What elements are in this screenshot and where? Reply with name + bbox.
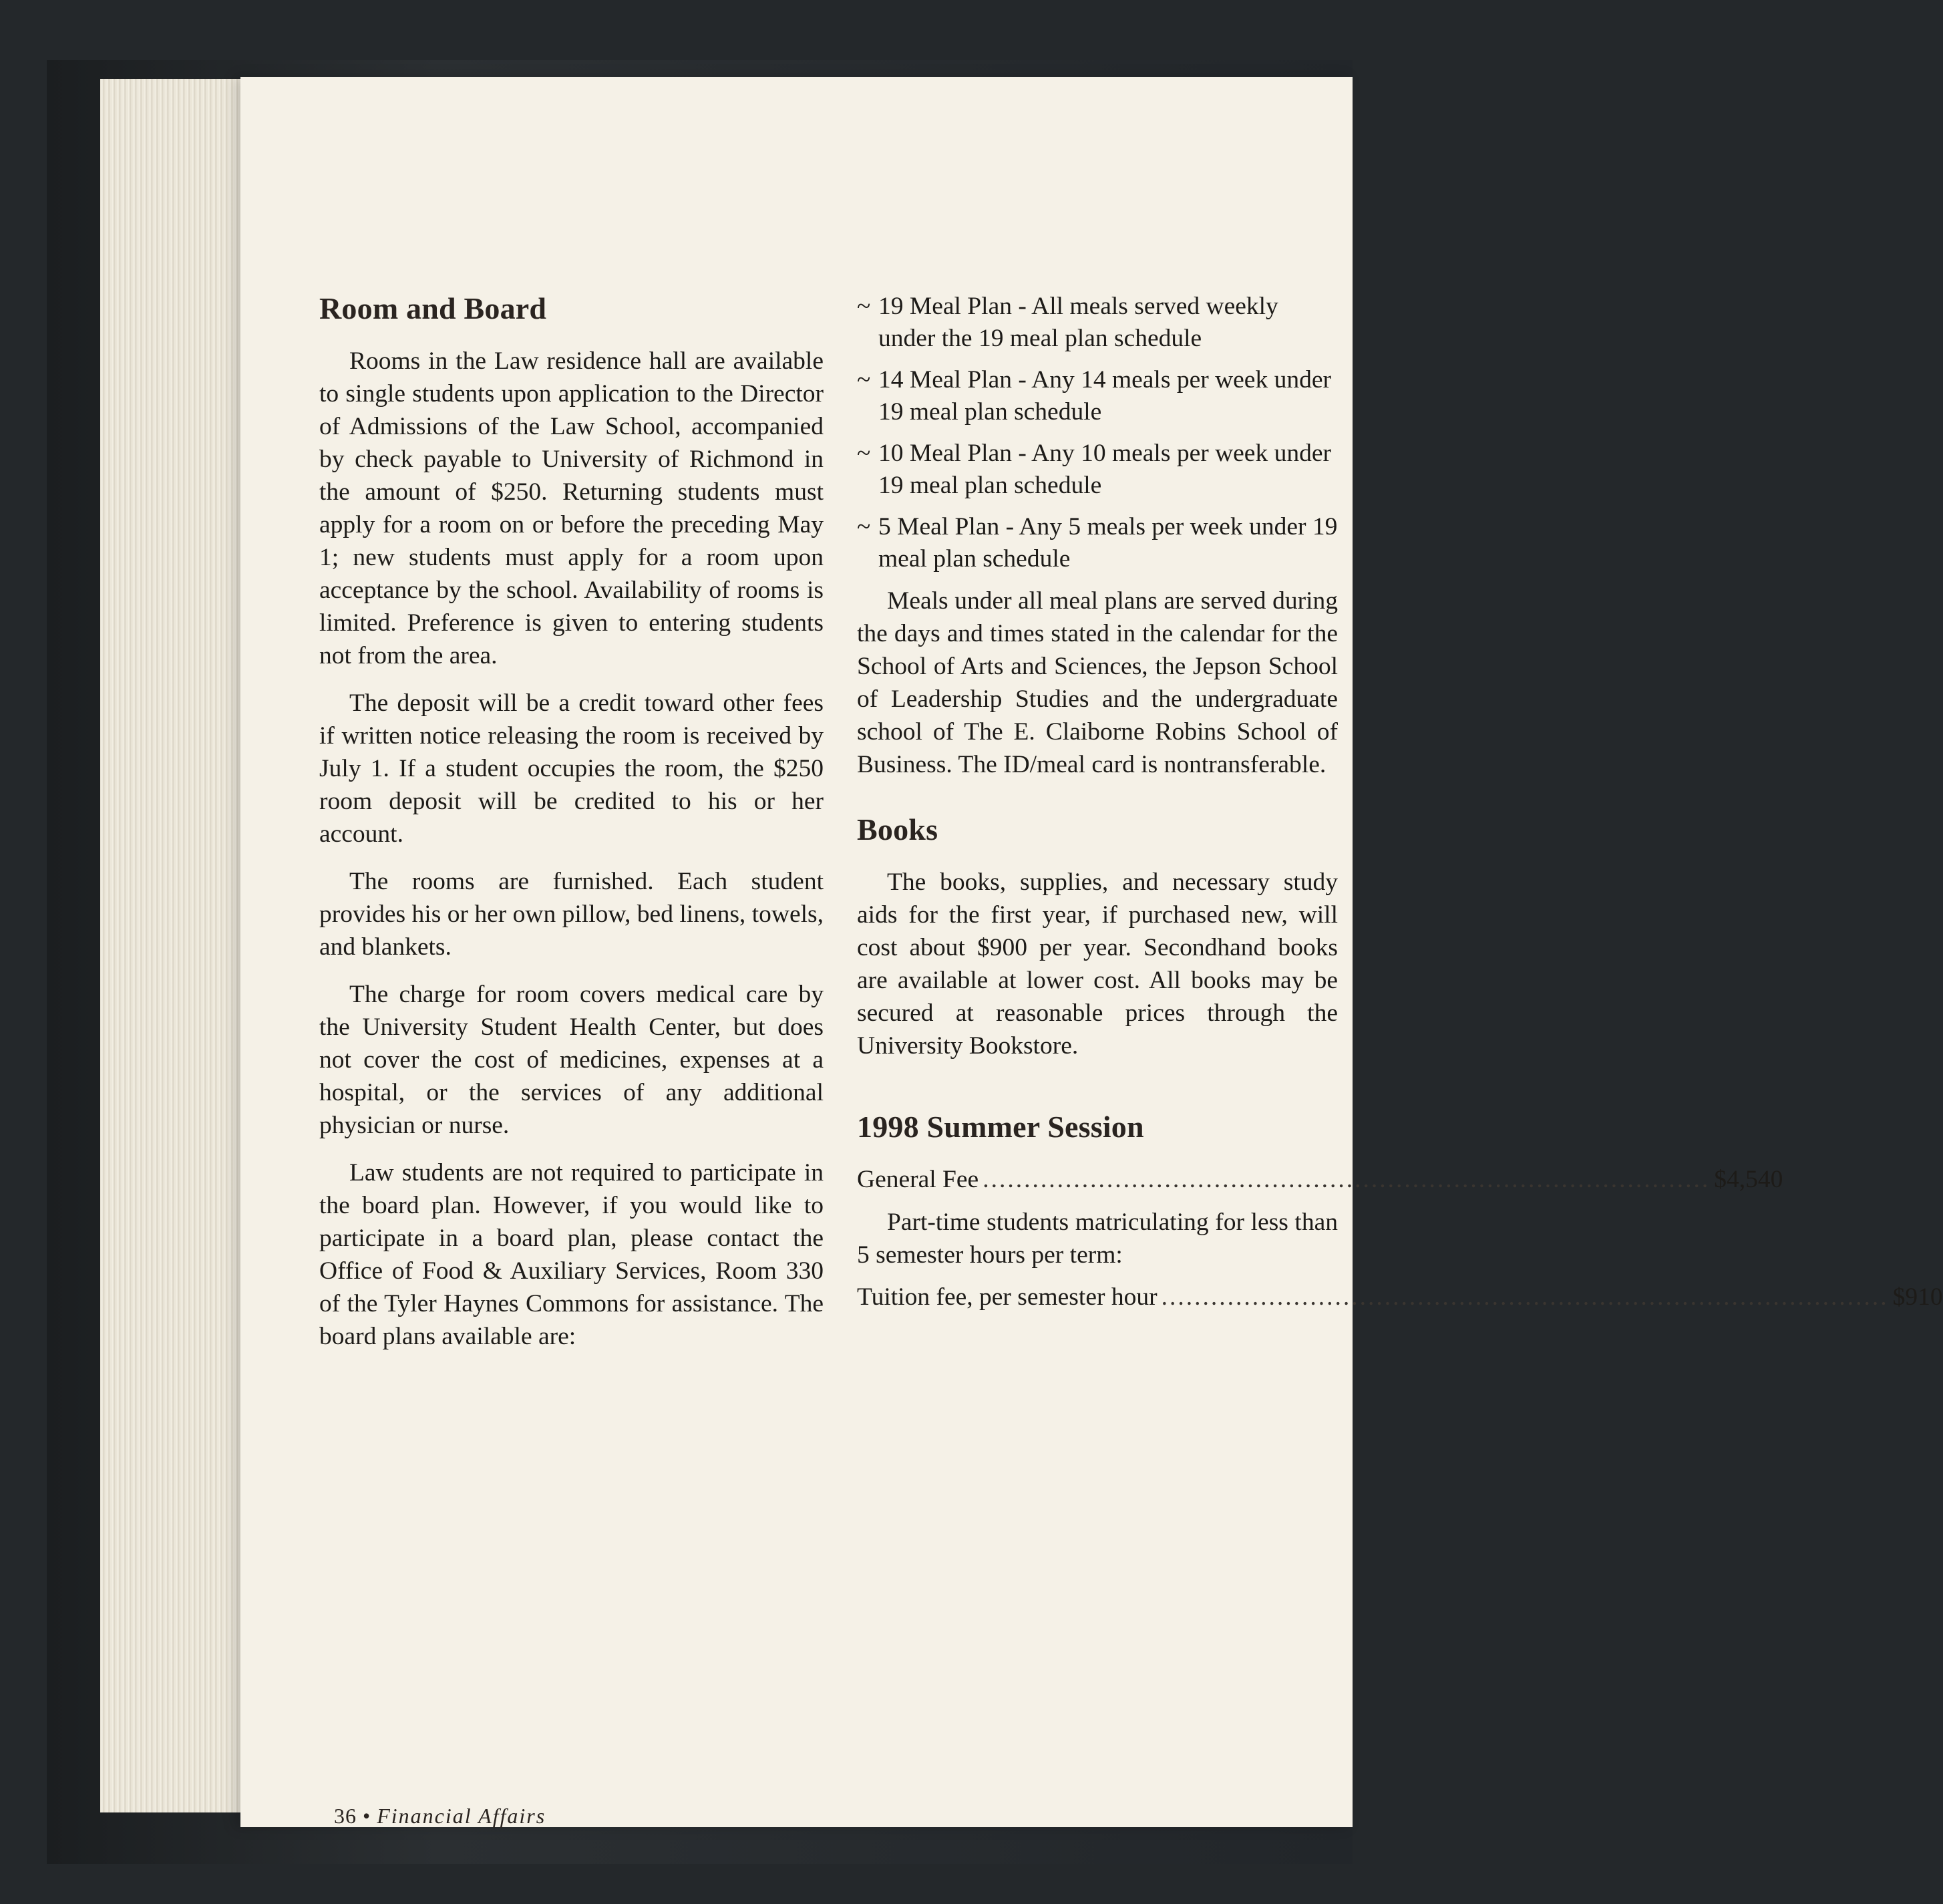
left-column — [319, 291, 824, 1368]
dot-leader: ........................................................................................ — [1161, 1283, 1889, 1311]
summer-session-heading: 1998 Summer Session — [857, 1110, 1144, 1144]
meal-plan-item — [857, 291, 1338, 355]
paragraph-meals: Meals under all meal plans are served during the days and times stated in the calendar for the School of Arts and Sciences, the Jepson School of Leadership Studies and the undergraduate school of The E. Claiborne Robins School of Business. The ID/meal card is nontransferable. — [857, 587, 1338, 778]
general-fee-label: General Fee — [857, 1166, 979, 1193]
meal-plan-item — [857, 438, 1338, 502]
books-heading: Books — [857, 812, 938, 846]
general-fee-row — [857, 1163, 1783, 1197]
meal-plan-text: 19 Meal Plan - All meals served weekly under the 19 meal plan schedule — [878, 293, 1278, 352]
page-footer — [334, 1804, 546, 1829]
tuition-fee-row — [857, 1281, 1943, 1314]
paragraph-books: The books, supplies, and necessary study aids for the first year, if purchased new, will cost about $900 per year. Secondhand books are available at lower cost. All books may be secured at reasonable prices through the University Bookstore. — [857, 868, 1338, 1060]
tilde-bullet: ~ — [857, 440, 871, 467]
paragraph-medical: The charge for room covers medical care by the University Student Health Center, but does not cover the cost of medicines, expenses at a hospital, or the services of any additional physician or nurse. — [319, 981, 824, 1139]
meal-plan-text: 14 Meal Plan - Any 14 meals per week under 19 meal plan schedule — [878, 366, 1331, 426]
tilde-bullet: ~ — [857, 293, 871, 320]
page-number: 36 — [334, 1804, 357, 1828]
tilde-bullet: ~ — [857, 366, 871, 393]
meal-plan-text: 10 Meal Plan - Any 10 meals per week under 19 meal plan schedule — [878, 440, 1331, 499]
meal-plan-item — [857, 511, 1338, 575]
room-board-heading: Room and Board — [319, 291, 547, 325]
part-time-note: Part-time students matriculating for less than 5 semester hours per term: — [857, 1209, 1338, 1269]
meal-plan-item — [857, 364, 1338, 428]
page-edges — [100, 79, 254, 1812]
general-fee-amount: $4,540 — [1714, 1166, 1783, 1193]
meal-plan-list — [857, 291, 1338, 575]
paragraph-deposit: The deposit will be a credit toward other fees if written notice releasing the room is received by July 1. If a student occupies the room, the $250 room deposit will be credited to his or her account. — [319, 689, 824, 848]
paragraph-furnished: The rooms are furnished. Each student provides his or her own pillow, bed linens, towels, and blankets. — [319, 868, 824, 961]
paragraph-board-plan: Law students are not required to participate in the board plan. However, if you would like to participate in a board plan, please contact the Office of Food & Auxiliary Services, Room 330 of the Tyler Haynes Commons for assistance. The board plans available are: — [319, 1159, 824, 1350]
section-name: Financial Affairs — [377, 1804, 546, 1828]
dot-leader: ........................................................................................ — [983, 1166, 1711, 1193]
right-column — [857, 291, 1943, 1323]
meal-plan-text: 5 Meal Plan - Any 5 meals per week under 19 meal plan schedule — [878, 513, 1338, 573]
tuition-fee-amount: $910 — [1892, 1283, 1943, 1311]
tuition-fee-label: Tuition fee, per semester hour — [857, 1283, 1158, 1311]
tilde-bullet: ~ — [857, 513, 871, 540]
paragraph-rooms: Rooms in the Law residence hall are available to single students upon application to the Director of Admissions of the Law School, accompanied by check payable to University of Richmond in the amount of $250. Returning students must apply for a room on or before the preceding May 1; new students must apply for a room upon acceptance by the school. Availability of rooms is limited. Preference is given to entering students not from the area. — [319, 347, 824, 669]
footer-separator: • — [363, 1804, 371, 1828]
